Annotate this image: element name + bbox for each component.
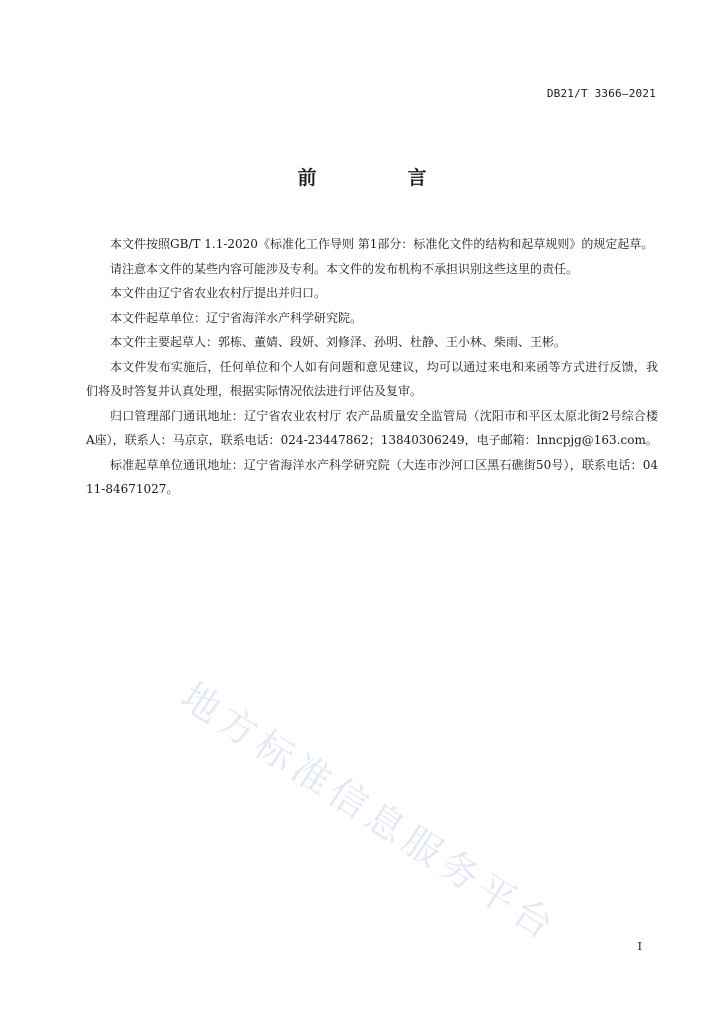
paragraph-feedback: 本文件发布实施后，任何单位和个人如有问题和意见建议，均可以通过来电和来函等方式进行反馈，我们将及时答复并认真处理，根据实际情况依法进行评估及复审。 bbox=[86, 359, 658, 398]
paragraph-patent-notice: 请注意本文件的某些内容可能涉及专利。本文件的发布机构不承担识别这些这里的责任。 bbox=[110, 261, 579, 276]
paragraph-standard-basis: 本文件按照GB/T 1.1-2020《标准化工作导则 第1部分：标准化文件的结构和起草规则》的规定起草。 bbox=[110, 237, 654, 251]
page-title: 前 言 bbox=[297, 167, 463, 189]
paragraph-drafters: 本文件主要起草人：郭栋、董婧、段妍、刘修泽、孙明、杜静、王小林、柴雨、王彬。 bbox=[110, 335, 567, 349]
document-body bbox=[86, 232, 658, 502]
paragraph-proposer: 本文件由辽宁省农业农村厅提出并归口。 bbox=[110, 286, 327, 300]
watermark: 地方标准信息服务平台 bbox=[172, 674, 566, 951]
document-code: DB21/T 3366—2021 bbox=[546, 87, 656, 100]
paragraph-drafter-contact: 标准起草单位通讯地址：辽宁省海洋水产科学研究院（大连市沙河口区黑石礁街50号），联系电话：0411-84671027。 bbox=[86, 457, 658, 496]
page-number: I bbox=[637, 940, 642, 953]
paragraph-admin-contact: 归口管理部门通讯地址：辽宁省农业农村厅 农产品质量安全监管局（沈阳市和平区太原北街2号综合楼A座），联系人：马京京，联系电话：024-23447862；13840306249，电子邮箱：lnncpjg@163.com。 bbox=[86, 408, 658, 447]
paragraph-drafting-unit: 本文件起草单位：辽宁省海洋水产科学研究院。 bbox=[110, 310, 363, 325]
